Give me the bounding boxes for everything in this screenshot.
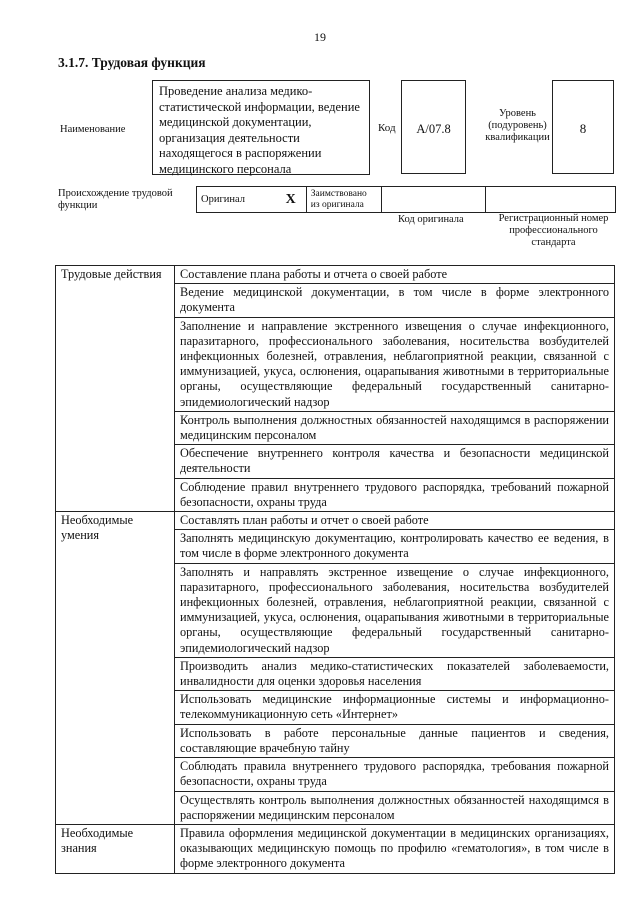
section-item: Ведение медицинской документации, в том числе в форме электронного документа	[175, 284, 615, 317]
section-item: Соблюдать правила внутреннего трудового распорядка, требования пожарной безопасности, охраны труда	[175, 758, 615, 791]
section-item: Заполнять медицинскую документацию, контролировать качество ее ведения, в том числе в форме электронного документа	[175, 530, 615, 563]
section-item: Контроль выполнения должностных обязанностей находящимся в распоряжении медицинским персоналом	[175, 411, 615, 444]
section-item: Составление плана работы и отчета о своей работе	[175, 266, 615, 284]
code-box: А/07.8	[401, 80, 466, 174]
table-row	[56, 512, 615, 530]
section-item: Производить анализ медико-статистических показателей заболеваемости, инвалидности для оценки здоровья населения	[175, 657, 615, 690]
original-label: Оригинал	[197, 187, 276, 213]
section-item: Осуществлять контроль выполнения должностных обязанностей находящимся в распоряжении медицинским персоналом	[175, 791, 615, 824]
page-number: 19	[314, 30, 326, 44]
section-item: Заполнять и направлять экстренное извещение о случае инфекционного, паразитарного, профессионального заболевания, носительства возбудителей инфекционных болезней, отравления, неблагоприятной реакции, связанной с иммунизацией, укуса, ослюнения, оцарапывания животными в территориальные органы, осуществляющие федеральный государственный санитарно-эпидемиологический надзор	[175, 563, 615, 657]
function-details-table	[55, 265, 615, 874]
section-item: Соблюдение правил внутреннего трудового распорядка, требований пожарной безопасности, охраны труда	[175, 478, 615, 511]
registration-number-cell	[486, 187, 616, 213]
table-row	[56, 824, 615, 873]
section-heading: Необходимые умения	[56, 512, 175, 825]
section-heading: Необходимые знания	[56, 824, 175, 873]
section-item: Составлять план работы и отчет о своей работе	[175, 512, 615, 530]
name-label: Наименование	[60, 124, 126, 135]
table-row	[56, 266, 615, 284]
code-label: Код	[378, 122, 396, 134]
section-item: Использовать медицинские информационные системы и информационно-телекоммуникационную сеть «Интернет»	[175, 691, 615, 724]
borrowed-label: Заимствовано из оригинала	[306, 187, 382, 213]
origin-code-cell	[382, 187, 486, 213]
origin-table	[196, 186, 616, 213]
original-mark: X	[276, 187, 307, 213]
function-name-box: Проведение анализа медико-статистической информации, ведение медицинской документации, организация деятельности находящегося в распоряжении медицинского персонала	[152, 80, 370, 175]
section-item: Заполнение и направление экстренного извещения о случае инфекционного, паразитарного, профессионального заболевания, носительства возбудителей инфекционных болезней, отравления, неблагоприятной реакции, связанной с иммунизацией, укуса, ослюнения, оцарапывания животными в территориальные органы, осуществляющие федеральный государственный санитарно-эпидемиологический надзор	[175, 317, 615, 411]
qualification-level-label: Уровень (подуровень) квалификации	[485, 108, 550, 143]
registration-number-caption: Регистрационный номер профессионального стандарта	[498, 213, 609, 248]
section-item: Использовать в работе персональные данные пациентов и сведения, составляющие врачебную тайну	[175, 724, 615, 757]
section-item: Правила оформления медицинской документации в медицинских организациях, оказывающих медицинскую помощь по профилю «гематология», в том числе в форме электронного документа	[175, 824, 615, 873]
section-item: Обеспечение внутреннего контроля качества и безопасности медицинской деятельности	[175, 445, 615, 478]
section-title: 3.1.7. Трудовая функция	[58, 55, 206, 70]
qualification-level-box: 8	[552, 80, 614, 174]
section-heading: Трудовые действия	[56, 266, 175, 512]
origin-code-caption: Код оригинала	[398, 214, 464, 225]
origin-label: Происхождение трудовой функции	[58, 188, 173, 211]
